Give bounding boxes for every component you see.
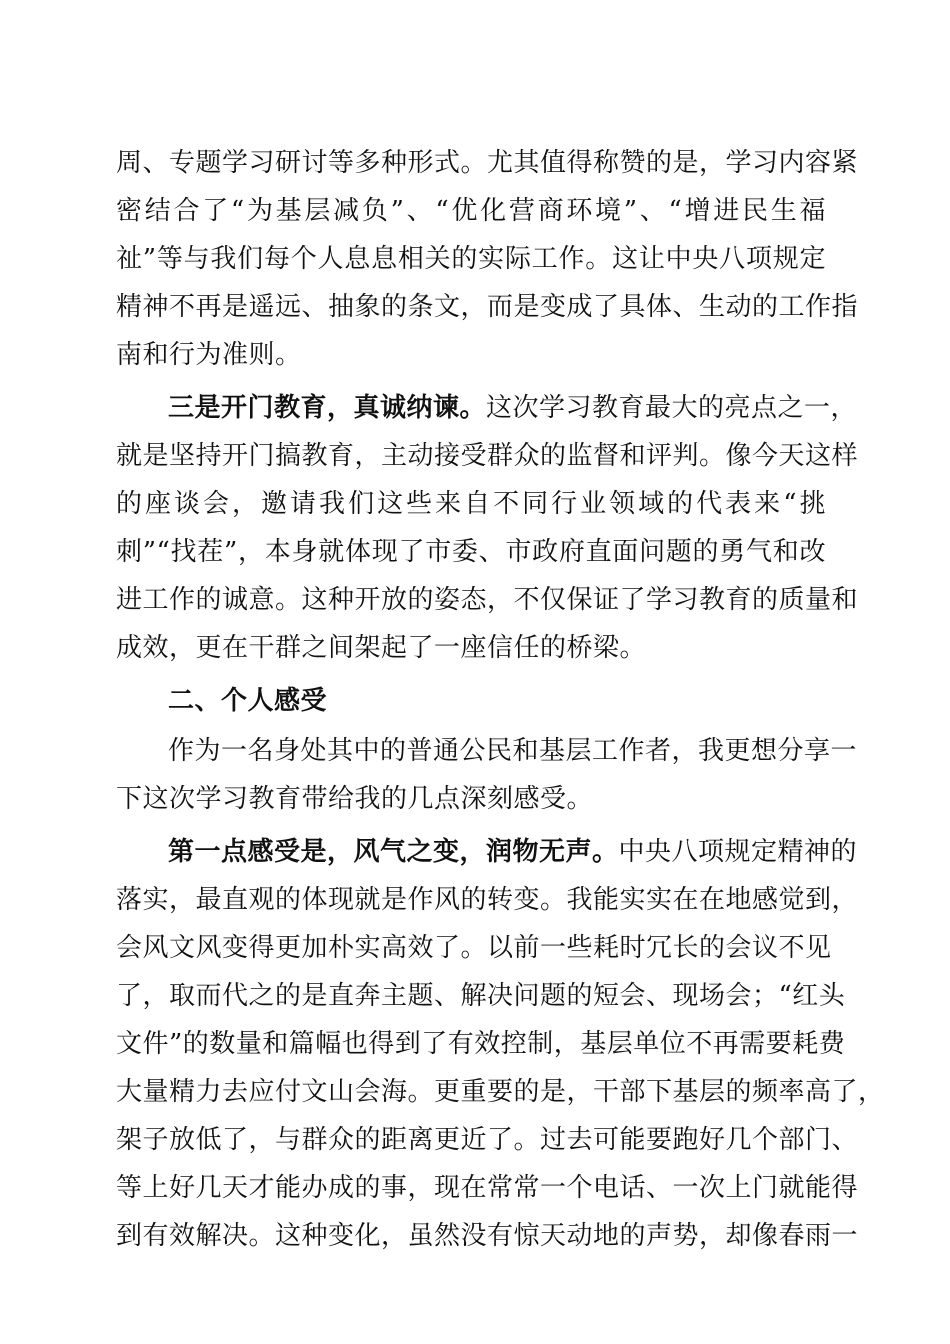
text-line: 祉”等与我们每个人息息相关的实际工作。这让中央八项规定 — [116, 244, 826, 274]
text-line: 南和行为准则。 — [116, 340, 302, 370]
text-line: 进工作的诚意。这种开放的姿态，不仅保证了学习教育的质量和 — [116, 585, 859, 615]
text-line: 下这次学习教育带给我的几点深刻感受。 — [116, 784, 594, 814]
text-line: 的座谈会，邀请我们这些来自不同行业领域的代表来“挑 — [116, 489, 826, 519]
text-line: 成效，更在干群之间架起了一座信任的桥梁。 — [116, 633, 647, 663]
paragraph-lead-bold: 第一点感受是，风气之变，润物无声。 — [168, 837, 619, 867]
text-line: 就是坚持开门搞教育，主动接受群众的监督和评判。像今天这样 — [116, 441, 859, 471]
text-line: 落实，最直观的体现就是作风的转变。我能实实在在地感觉到， — [116, 885, 859, 915]
paragraph-first-line — [168, 828, 858, 876]
paragraph-first-line — [168, 384, 858, 432]
text-line: 了，取而代之的是直奔主题、解决问题的短会、现场会；“红头 — [116, 981, 846, 1011]
text-line: 文件”的数量和篇幅也得到了有效控制，基层单位不再需要耗费 — [116, 1029, 846, 1059]
paragraph-lead-rest: 中央八项规定精神的 — [618, 837, 858, 867]
paragraph-lead-rest: 这次学习教育最大的亮点之一， — [486, 393, 858, 423]
section-heading: 二、个人感受 — [168, 686, 328, 716]
text-line: 到有效解决。这种变化，虽然没有惊天动地的声势，却像春雨一 — [116, 1221, 859, 1251]
paragraph-first-line: 作为一名身处其中的普通公民和基层工作者，我更想分享一 — [168, 736, 858, 766]
text-line: 密结合了“为基层减负”、“优化营商环境”、“增进民生福 — [116, 196, 826, 226]
text-line: 精神不再是遥远、抽象的条文，而是变成了具体、生动的工作指 — [116, 292, 859, 322]
text-line: 大量精力去应付文山会海。更重要的是，干部下基层的频率高了， — [116, 1077, 885, 1107]
text-line: 刺”“找茬”，本身就体现了市委、市政府直面问题的勇气和改 — [116, 537, 826, 567]
text-line: 周、专题学习研讨等多种形式。尤其值得称赞的是，学习内容紧 — [116, 148, 859, 178]
text-line: 架子放低了，与群众的距离更近了。过去可能要跑好几个部门、 — [116, 1125, 859, 1155]
paragraph-lead-bold: 三是开门教育，真诚纳谏。 — [168, 393, 487, 423]
text-line: 等上好几天才能办成的事，现在常常一个电话、一次上门就能得 — [116, 1173, 859, 1203]
text-line: 会风文风变得更加朴实高效了。以前一些耗时冗长的会议不见 — [116, 933, 832, 963]
